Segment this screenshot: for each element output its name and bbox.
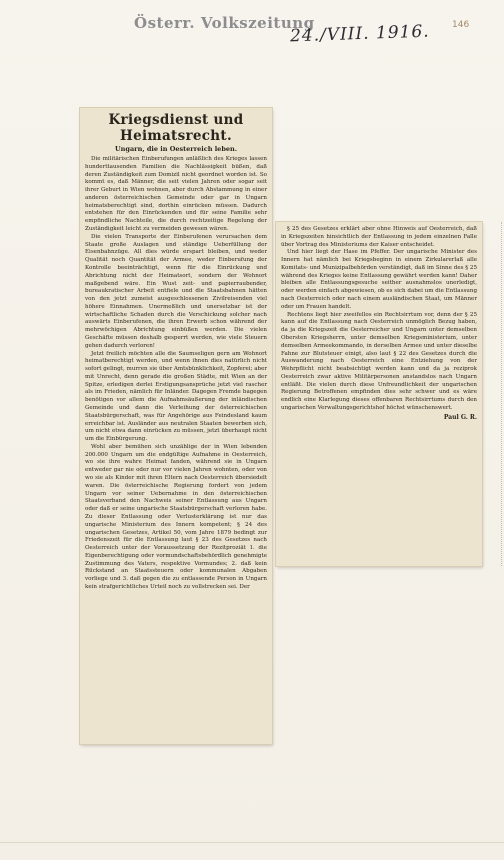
paragraph: Wohl aber bemühen sich unzählige der in Wien lebenden 200.000 Ungarn um die endgültige Aufnahme in Oesterreich, wo sie ihre wahre Heimat fanden, während sie in Ungarn entweder gar nie oder nur vor vielen Jahren wohnten, oder von wo sie als Kinder mit ihren Eltern nach Oesterreich übersiedelt waren. Die österreichische Regierung fordert von jedem Ungarn vor seiner Uebernahme in den österreichischen Staatsverband den Nachweis seiner Entlassung aus Ungarn oder daß er seine ungarische Staatsbürgerschaft verloren habe. Zu dieser Entlassung oder Verlusterklärung ist nur das ungarische Ministerium des Innern kompetent; § 24 des ungarischen Gesetzes, Artikel 50, vom Jahre 1879 bedingt zur Friedenszeit für die Entlassung laut § 23 des Gesetzes nach Oesterreich unter der Voraussetzung der Rezitproziät 1. die Eigenberechtigung oder vormundschaftsbehördlich genehmigte Zustimmung des Vaters, respektive Vormundes; 2. daß kein Rückstand an Staatssteuern oder kommunalen Abgaben vorliege und 3. daß gegen die zu entlassende Person in Ungarn kein strafgerichtliches Urteil noch zu vollstrecken sei. Der bbox=[85, 443, 267, 590]
page-crease bbox=[0, 842, 504, 843]
newspaper-name: Österr. Volkszeitung bbox=[134, 14, 315, 32]
paragraph: Und hier liegt der Hase im Pfeffer. Der ungarische Minister des Innern hat nämlich bei Kriegsbeginn in einem Zirkularerlaß alle Komitats- und Munizipalbehörden verständigt, daß im Sinne des § 25 während des Krieges keine Entlassung gewährt werden kann! Daher bleiben alle Entlassungsgesuche seither ausnahmslos unerledigt, oder werden einfach abgewiesen, ob es sich dabei um die Entlassung nach Oesterreich oder nach einem ausländischen Staat, um Männer oder um Frauen handelt. bbox=[281, 249, 477, 310]
clipping-left-column bbox=[80, 108, 272, 744]
article-headline: Kriegsdienst und Heimatsrecht. bbox=[108, 112, 244, 144]
handwritten-date: 24./VIII. 1916. bbox=[289, 21, 430, 47]
paragraph: § 25 des Gesetzes erklärt aber ohne Hinweis auf Oesterreich, daß in Kriegszeiten hinsichtlich der Entlassung in jedem einzelnen Falle über Vortrag des Ministeriums der Kaiser entscheidet. bbox=[281, 226, 477, 248]
right-column-text bbox=[276, 222, 482, 422]
paragraph: Rechtens liegt hier zweifellos ein Rechtsirrtum vor, denn der § 25 kann auf die Entlassung nach Oesterreich unmöglich Bezug haben, da ja die Kriegszeit die Oesterreicher und Ungarn unter demselben Obersten Kriegsherrn, unter demselben Kriegsministerium, unter demselben Armeekommando, in derselben Armee und unter dieselbe Fahne zur Blutsteuer einigt, also laut § 22 des Gesetzes durch die Auswanderung nach Oesterreich eine Entziehung von der Wehrpflicht nicht beabsichtigt werden kann und da ja reziprok Oesterreich zwar aktive Militärpersonen anstandslos nach Ungarn entläßt. Die vielen durch diese Unfreundlichkeit der ungarischen Regierung Betroffenen empfinden dies sehr schwer und es wäre endlich eine Klarlegung dieses offenbaren Rechtsirrtums durch den ungarischen Verwaltungsgerichtshof höchst wünschenswert. bbox=[281, 311, 477, 411]
left-column-text bbox=[80, 156, 272, 592]
paragraph: Die militärischen Einberufungen anläßlich des Krieges lassen hunderttausenden Familien die Nachlässigkeit büßen, daß deren Zuständigkeit zum Domizil nicht geordnet worden ist. So kommt es, daß Männer, die seit vielen Jahren oder sogar seit ihrer Geburt in Wien wohnen, aber durch Abstammung in einer anderen österreichischen Gemeinde oder gar in Ungarn heimatsberechtigt sind, dorthin einrücken müssen. Dadurch entstehen für den Einrückenden und für seine Familie sehr empfindliche Nachteile, die durch rechtzeitige Regelung der Zuständigkeit leicht zu vermeiden gewesen wären. bbox=[85, 156, 267, 233]
paragraph: Jetzt freilich möchten alle die Saumseligen gern am Wohnort heimatberechtigt werden, und wenn ihnen dies natürlich nicht sofort gelingt, murren sie über Amtsbünklichkeit, Zopferei; aber mit Unrecht, denn gerade die großen Städte, mit Wien an der Spitze, erledigen derlei Erstigungsansprüche jetzt viel rascher als im Frieden, nämlich für Inländer. Dagegen Fremde bagegen benötigen vor allem die Aufnahmsäußerung der inländischen Gemeinde und dann die Verleihung der österreichischen Staatsbürgerschaft, was für Angehörige aus Feindesland kaum erreichbar ist. Ausländer aus neutralen Staaten bewerben sich, um nicht etwa dann einrücken zu müssen, jetzt überhaupt nicht um die Einbürgerung. bbox=[85, 350, 267, 443]
clipping-right-column bbox=[276, 222, 482, 566]
article-subheadline: Ungarn, die in Oesterreich leben. bbox=[115, 145, 237, 153]
edge-perforation bbox=[487, 222, 502, 566]
page-number: 146 bbox=[452, 20, 470, 30]
paragraph: Die vielen Transporte der Einberufenen verursachen dem Staate große Auslagen und ständige Ueberfüllung der Eisenbahnzüge. All dies würde erspart bleiben, und weder Qualität noch Quantität der Armee, weder Einberufung der Kontrolle beeinträchtigt, wenn für die Einrückung und Abrichtung nicht der Heimatsort, sondern der Wohnort maßgebend wäre. Ein Wust zeit- und papierraubender, bureaukratischer Arbeit entfiele und die Staatsbahnen hätten von den jetzt zumeist ausgeschlossenen Zivilreisenden viel höhere Einnahmen. Unermeßlich und unersetzbar ist der wirtschaftliche Schaden durch die Verschickung solcher nach auswärts Einberufenen, die ihren Erwerb schon während der mehrwöchigen Abrichtung einbüßen werden. Die vielen Geschäfte müssen deshalb gesperrt werden, wie viele Steuern gehen dadurch verloren! bbox=[85, 233, 267, 349]
article-author: Paul G. R. bbox=[443, 413, 477, 421]
